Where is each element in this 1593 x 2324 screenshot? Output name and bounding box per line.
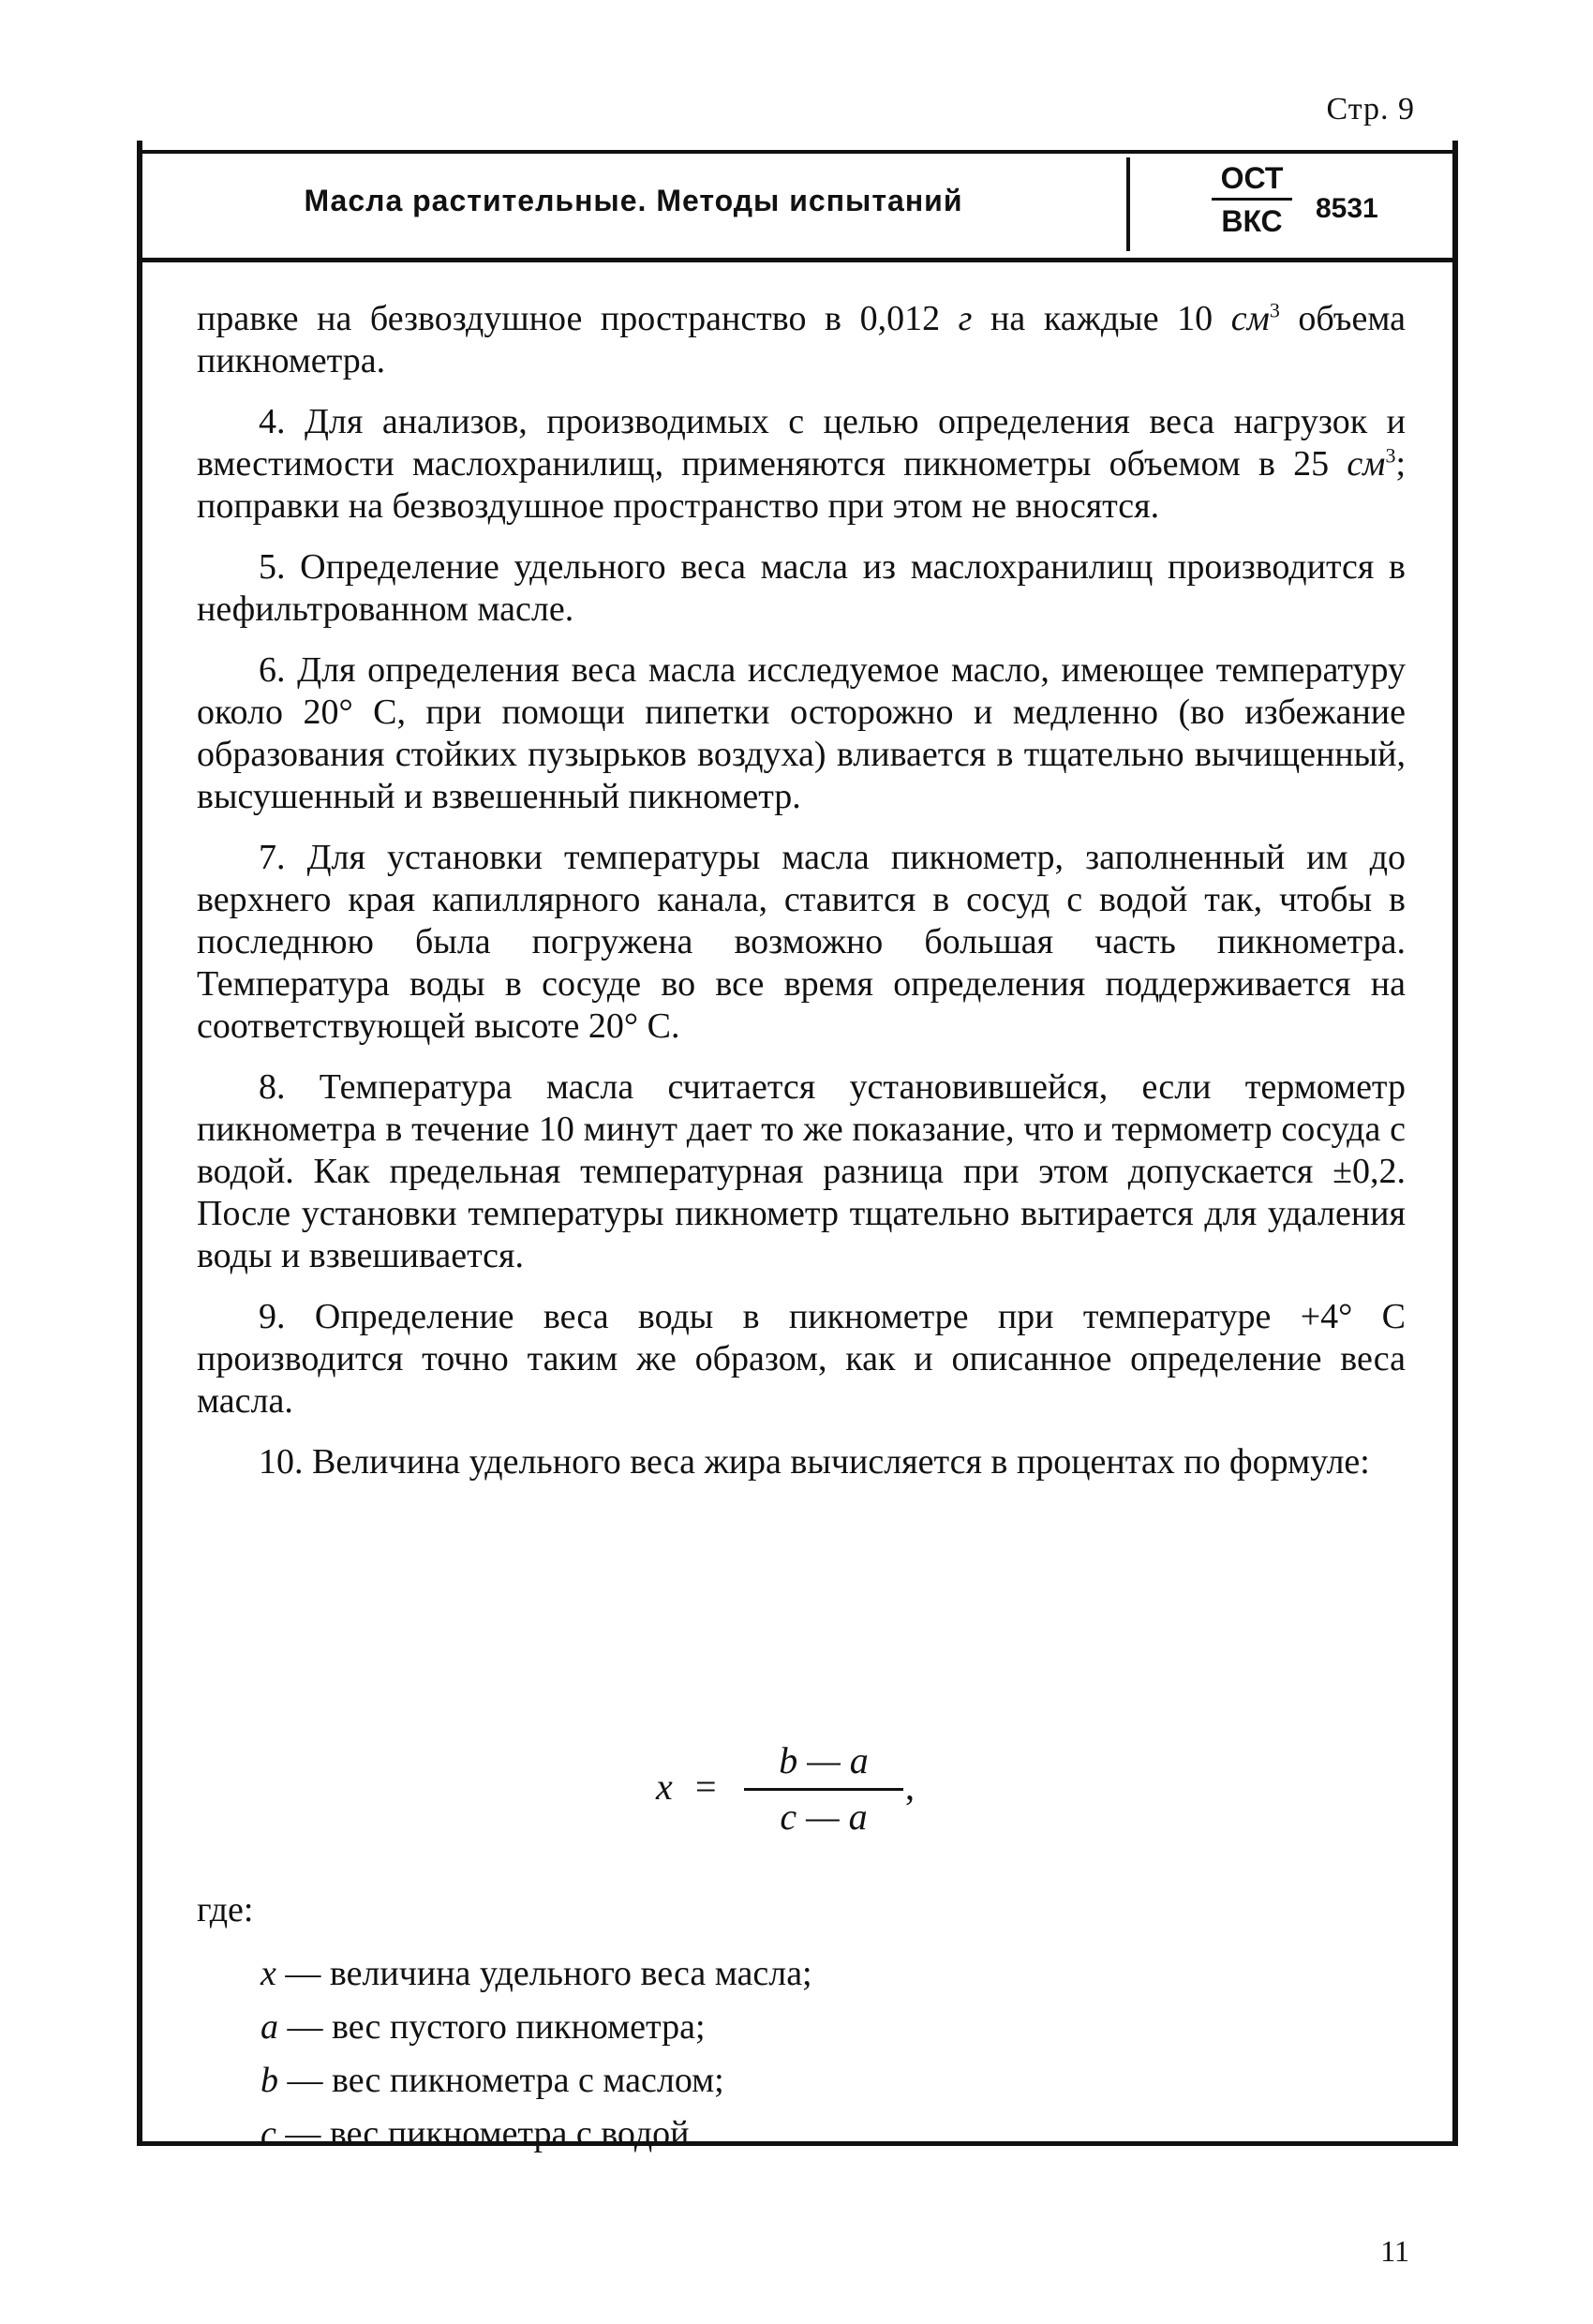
unit-gram: г bbox=[958, 299, 973, 338]
standard-number: 8531 bbox=[1316, 193, 1378, 224]
standard-code bbox=[1186, 161, 1318, 239]
footer-page-number: 11 bbox=[1380, 2234, 1409, 2268]
formula-numerator: b — a bbox=[779, 1739, 869, 1781]
where-label: где: bbox=[197, 1890, 254, 1929]
paragraph-5: 5. Определение удельного веса масла из маслохранилищ производится в нефильтрованном масле. bbox=[197, 547, 1406, 629]
unit-cm: см bbox=[1230, 299, 1270, 338]
definition-item bbox=[261, 1947, 812, 2001]
header-divider bbox=[1126, 157, 1130, 251]
paragraph-10: 10. Величина удельного веса жира вычисляется в процентах по формуле: bbox=[259, 1442, 1370, 1482]
text-run: 4. Для анализов, производимых с целью определения веса нагрузок и вместимости маслохранилищ, применяются пикнометры объемом в 25 bbox=[197, 402, 1406, 484]
formula-denominator: c — a bbox=[780, 1795, 868, 1838]
paragraph-7: 7. Для установки температуры масла пикнометр, заполненный им до верхнего края капиллярного канала, ставится в сосуд с водой так, чтобы в последнюю была погружена возможно большая часть пикнометра. Температура воды в сосуде во все время определения поддерживается на соответствующей высоте 20° С. bbox=[197, 838, 1406, 1046]
page-label: Стр. 9 bbox=[1326, 92, 1415, 127]
document-title: Масла растительные. Методы испытаний bbox=[304, 184, 963, 217]
frame-right-border bbox=[1452, 141, 1458, 2146]
header-top-rule bbox=[137, 150, 1458, 154]
definition-item bbox=[261, 2108, 812, 2161]
definition-symbol: b bbox=[261, 2061, 278, 2100]
superscript: 3 bbox=[1385, 443, 1396, 468]
definitions-list bbox=[261, 1947, 812, 2161]
formula-equals: = bbox=[695, 1765, 717, 1808]
definition-text: — вес пикнометра с водой. bbox=[275, 2114, 698, 2153]
definition-symbol: x bbox=[261, 1954, 276, 1993]
definition-text: — величина удельного веса масла; bbox=[275, 1954, 812, 1993]
text-run: правке на безвоздушное пространство в 0,012 bbox=[197, 299, 959, 338]
standard-code-top: ОСТ bbox=[1212, 161, 1293, 201]
document-header bbox=[137, 150, 1458, 262]
text-run: объема пикнометра. bbox=[197, 299, 1406, 380]
document-body bbox=[197, 298, 1406, 1502]
paragraph-9: 9. Определение веса воды в пикнометре при температуре +4° С производится точно таким же образом, как и описанное определение веса масла. bbox=[197, 1297, 1406, 1421]
formula-comma: , bbox=[905, 1765, 915, 1808]
paragraph-6: 6. Для определения веса масла исследуемое масло, имеющее температуру около 20° С, при помощи пипетки осторожно и медленно (во избежание образования стойких пузырьков воздуха) вливается в тщательно вычищенный, высушенный и взвешенный пикнометр. bbox=[197, 650, 1406, 816]
definition-item bbox=[261, 2054, 812, 2108]
text-run: ; поправки на безвоздушное пространство при этом не вносятся. bbox=[197, 444, 1406, 526]
frame-left-border bbox=[137, 141, 142, 2146]
definition-text: — вес пустого пикнометра; bbox=[278, 2007, 706, 2047]
definition-text: — вес пикнометра с маслом; bbox=[278, 2061, 724, 2100]
text-run: на каждые 10 bbox=[972, 299, 1231, 338]
definition-symbol: c bbox=[261, 2114, 276, 2153]
paragraph-8: 8. Температура масла считается установившейся, если термометр пикнометра в течение 10 минут дает то же показание, что и термометр сосуда с водой. Как предельная температурная разница при этом допускается ±0,2. После установки температуры пикнометр тщательно вытирается для удаления воды и взвешивается. bbox=[197, 1067, 1406, 1275]
definition-item bbox=[261, 2001, 812, 2054]
superscript: 3 bbox=[1269, 298, 1280, 322]
formula-fraction bbox=[744, 1738, 903, 1839]
header-bottom-rule bbox=[137, 258, 1458, 262]
formula-variable: x bbox=[656, 1765, 673, 1808]
definition-symbol: a bbox=[261, 2007, 278, 2047]
paragraph-4 bbox=[197, 401, 1406, 528]
unit-cm: см bbox=[1347, 444, 1386, 484]
standard-code-bottom: ВКС bbox=[1221, 204, 1283, 238]
paragraph-continuation bbox=[197, 298, 1406, 382]
